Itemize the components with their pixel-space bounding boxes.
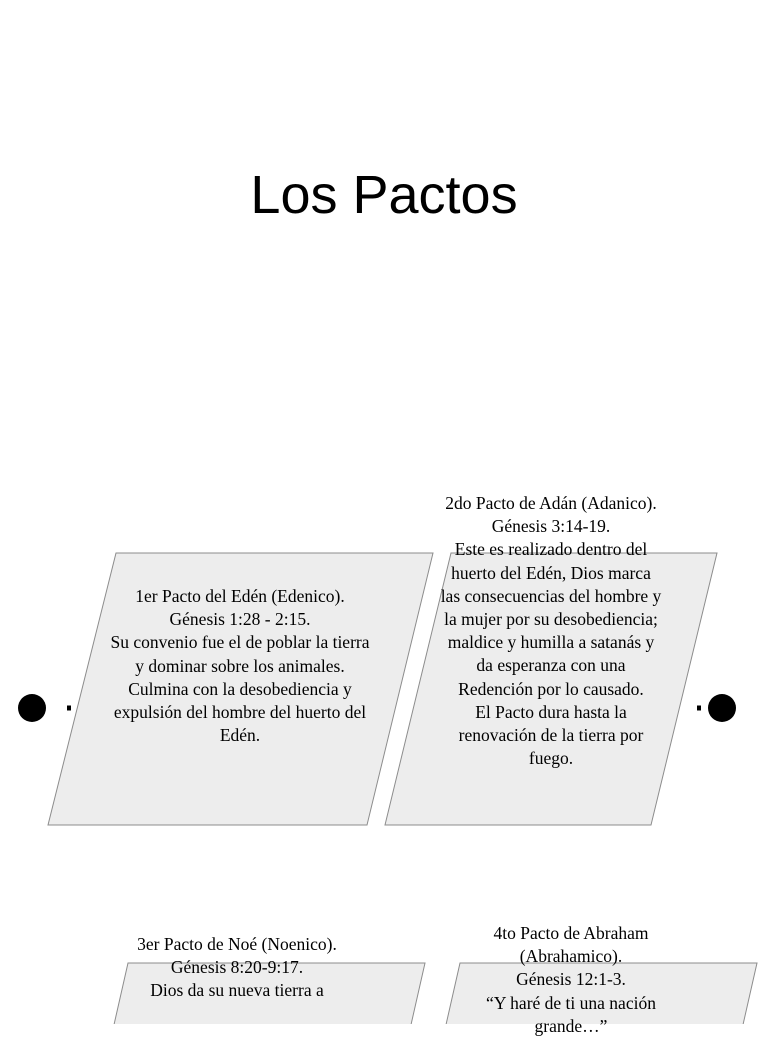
covenant-4-text: 4to Pacto de Abraham (Abrahamico). Génesis 12:1-3. “Y haré de ti una nación grande…” [486,923,656,1036]
timeline-start-node [18,694,46,722]
covenant-2-text: 2do Pacto de Adán (Adanico). Génesis 3:14-19. Este es realizado dentro del huerto del Edén, Dios marca las consecuencias del hombre y la mujer por su desobediencia; maldice y humilla a satanás y da esperanza con una Redención por lo causado. El Pacto dura hasta la renovación de la tierra por fuego. [440,493,662,769]
page-title: Los Pactos [250,165,518,225]
timeline-end-node [708,694,736,722]
covenant-1-text: 1er Pacto del Edén (Edenico). Génesis 1:28 - 2:15. Su convenio fue el de poblar la tierra y dominar sobre los animales. Culmina con la desobediencia y expulsión del hombre del huerto del Edén. [110,586,370,746]
covenant-3-text: 3er Pacto de Noé (Noenico). Génesis 8:20-9:17. Dios da su nueva tierra a [137,934,337,1001]
